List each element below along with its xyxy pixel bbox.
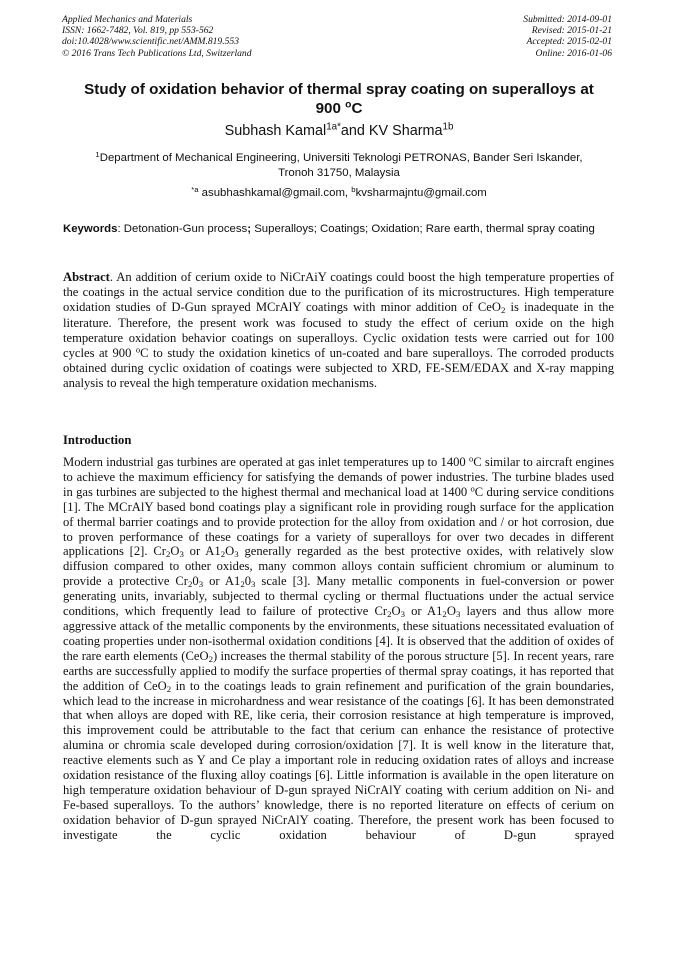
abstract-degree: o [135, 344, 141, 355]
author-1-marker: 1a* [326, 121, 341, 133]
intro-subscript: 3 [234, 549, 239, 560]
keywords-label: Keywords [63, 223, 118, 235]
intro-subscript: 2 [387, 609, 392, 620]
intro-text: or A1 [203, 574, 241, 589]
email-b-marker: b [351, 184, 356, 194]
affiliation-department: Department of Mechanical Engineering, Universiti Teknologi PETRONAS, Bander Seri Iskander, [99, 152, 583, 164]
intro-subscript: 3 [251, 579, 256, 590]
intro-text: generally regarded as the best protective oxides, with relatively slow diffusion compared to other oxides, many common alloys contain sufficient chromium or aluminum to provide a protective Cr [63, 544, 615, 589]
email-a: asubhashkamal@gmail.com, [198, 187, 352, 199]
intro-subscript: 2 [220, 549, 226, 560]
intro-subscript: 2 [188, 579, 193, 590]
title-line-1: Study of oxidation behavior of thermal spray coating on superalloys at [84, 81, 594, 98]
intro-subscript: 3 [400, 609, 406, 620]
intro-text: in to the coatings leads to grain refinement and purification of the grain boundaries, which lead to the increase in microhardness and wear resistance of the coatings [6]. It has been demonstrated that when alloys are doped with RE, like ceria, their corrosion resistance at high temperature is improved, this improvement could be attributable to the fact that cerium can enhance the resistance of protective alumina or chromia scale developed during corrosion/oxidation [7]. It is well know in the literature that, reactive elements such as Y and Ce play a important role in reducing oxidation rates of alloys and increase oxidation resistance of the fluxing alloy coatings [6]. Little information is available in the open literature on high temperature oxidation behaviour of D-gun sprayed NiCrAlY coating with cerium addition on Ni- and Fe-based superalloys. To the authors’ knowledge, there is no reported literature on effects of cerium on oxidation behavior of D-gun sprayed NiCrAlY coating. Therefore, the present work has been focused to investigate the cyclic oxidation behaviour of D-gun sprayed [63, 678, 614, 842]
date-online: Online: 2016-01-06 [535, 47, 612, 59]
intro-text: C similar to aircraft engines to achieve the maximum efficiency for satisfying the demands of power industries. The turbine blades used in gas turbines are subjected to the highest thermal and mechanical load at 1400 [63, 455, 614, 499]
intro-text: ) increases the thermal stability of the porous structure [5]. In recent years, rare earths are successfully applied to modify the surface properties of thermal spray coatings, it has reported that the addition of CeO [63, 648, 614, 693]
title-degree: o [345, 99, 352, 111]
intro-subscript: 3 [198, 579, 204, 590]
intro-degree: o [468, 453, 474, 464]
affiliation-line-2: Tronoh 31750, Malaysia [278, 167, 400, 179]
keywords-text-2: Superalloys; Coatings; Oxidation; Rare earth, thermal spray coating [251, 223, 595, 235]
intro-text: O [170, 544, 180, 559]
author-emails [40, 186, 638, 201]
email-a-marker: *a [191, 184, 199, 194]
email-b: kvsharmajntu@gmail.com [355, 187, 487, 199]
intro-subscript: 3 [179, 549, 184, 560]
intro-text: 0 [192, 574, 199, 589]
intro-text: Modern industrial gas turbines are operated at gas inlet temperatures up to 1400 [63, 455, 469, 469]
author-2-marker: 1b [442, 121, 454, 133]
intro-text: scale [3]. Many metallic components in fuel-conversion or power generating units, invariably, subjected to thermal cycling or thermal fluctuations under the actual service conditions, which frequently lead to failure of protective Cr [63, 574, 615, 619]
intro-subscript: 2 [208, 653, 213, 664]
intro-subscript: 2 [442, 609, 447, 620]
paper-title [40, 80, 638, 118]
keywords-text-1: : Detonation-Gun process [117, 223, 248, 235]
date-submitted: Submitted: 2014-09-01 [523, 14, 612, 25]
journal-name: Applied Mechanics and Materials [62, 14, 193, 25]
section-heading-introduction: Introduction [63, 433, 132, 447]
title-line-2 [40, 99, 638, 118]
affiliation-marker: 1 [95, 149, 100, 159]
affiliation [50, 151, 628, 181]
author-1: Subhash Kamal [224, 123, 327, 139]
date-accepted: Accepted: 2015-02-01 [526, 36, 612, 48]
journal-issn: ISSN: 1662-7482, Vol. 819, pp 553-562 [62, 25, 214, 37]
author-2: and KV Sharma [340, 123, 443, 139]
abstract-label: Abstract [63, 270, 110, 284]
title-unit: C [351, 100, 363, 117]
intro-text: C during service conditions [1]. The MCrAlY based bond coatings play a significant role in providing rough surface for the application of thermal barrier coatings and to provide protection for the alloy from oxidation and / or hot corrosion, due to proven performance of these coatings for a variety of superalloys for over two decades in different applications [2]. Cr [63, 484, 615, 559]
intro-text: or A1 [183, 544, 221, 559]
keywords [63, 222, 614, 237]
intro-text: O [225, 544, 235, 559]
abstract-subscript: 2 [500, 305, 506, 316]
publication-dates [523, 14, 612, 59]
intro-subscript: 2 [166, 683, 172, 694]
intro-subscript: 3 [455, 609, 461, 620]
journal-copyright: © 2016 Trans Tech Publications Ltd, Switzerland [62, 47, 252, 59]
intro-subscript: 2 [165, 549, 171, 560]
journal-info [62, 14, 252, 59]
intro-text: O [391, 604, 401, 619]
affiliation-line-1 [50, 151, 628, 166]
intro-text: or A1 [405, 604, 443, 619]
journal-doi: doi:10.4028/www.scientific.net/AMM.819.553 [62, 36, 240, 48]
abstract-text-2: is inadequate in the literature. Therefore, the present work was focused to study the effect of cerium oxide on the high temperature oxidation behavior coatings on superalloys. Cyclic oxidation tests were carried out for 100 cycles at 900 [63, 300, 614, 361]
abstract [63, 270, 614, 392]
abstract-text-3: C to study the oxidation kinetics of un-coated and bare superalloys. The corroded products obtained during cyclic oxidation of coatings were subjected to XRD, FE-SEM/EDAX and X-ray mapping analysis to reveal the high temperature oxidation mechanisms. [63, 346, 614, 391]
intro-text: O [446, 604, 456, 619]
intro-text: 0 [244, 574, 252, 589]
author-line [40, 122, 638, 140]
title-temperature: 900 [315, 100, 346, 117]
intro-text: layers and thus allow more aggressive attack of the metallic components by the environments, these situations necessitated evaluation of coating properties under non-isothermal oxidation conditions [4]. It is observed that the addition of oxides of the rare earth elements (CeO [63, 604, 614, 663]
abstract-text-1: . An addition of cerium oxide to NiCrAiY coatings could boost the high temperature properties of the coatings in the actual service condition due to the purification of its microstructures. High temperature oxidation studies of D-Gun sprayed MCrAlY coatings with minor addition of CeO [63, 270, 614, 315]
intro-degree: o [470, 483, 475, 494]
keywords-separator: ; [247, 223, 252, 235]
date-revised: Revised: 2015-01-21 [531, 25, 612, 37]
introduction-body [63, 455, 614, 843]
intro-subscript: 2 [240, 579, 245, 590]
